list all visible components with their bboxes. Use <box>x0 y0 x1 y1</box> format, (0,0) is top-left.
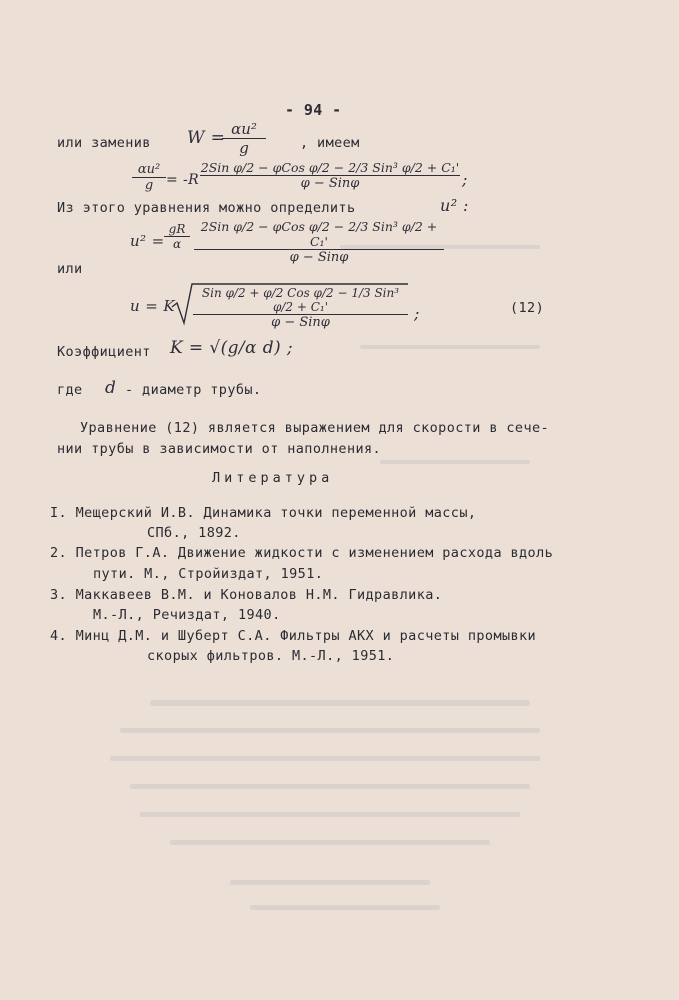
where-prefix: где <box>57 382 83 398</box>
eq3-denominator: φ − Sinφ <box>193 314 408 330</box>
reference-1-line-2: СПб., 1892. <box>147 525 241 541</box>
reference-2-line-2: пути. М., Стройиздат, 1951. <box>93 566 324 582</box>
eq2-coef-fraction: $\frac{gR}{\alpha}$ <box>164 222 190 251</box>
literature-heading: Литература <box>212 470 334 486</box>
eq1-end: ; <box>462 170 468 189</box>
conclusion-line-1: Уравнение (12) является выражением для скорости в сече- <box>80 420 550 436</box>
substitution-fraction: $\frac{\text{αu²}}{g}$ <box>222 120 266 157</box>
where-text: - диаметр трубы. <box>125 382 262 398</box>
eq3-main-fraction <box>193 286 408 330</box>
reference-4-line-1: 4. Минц Д.М. и Шуберт С.А. Фильтры АКХ и расчеты промывки <box>50 628 537 644</box>
coef-formula: K = √(g/α d) ; <box>170 338 293 358</box>
reference-3-line-2: М.-Л., Речиздат, 1940. <box>93 607 281 623</box>
eq1-mid: = -R <box>166 172 200 188</box>
eq1-main-fraction <box>200 160 460 191</box>
para1-var: u² : <box>440 196 469 215</box>
eq3-lhs: u = K <box>130 297 175 315</box>
eq3-numerator: Sin φ/2 + φ/2 Cos φ/2 − 1/3 Sin³ φ/2 + C₁' <box>201 286 400 314</box>
conclusion-line-2: нии трубы в зависимости от наполнения. <box>57 441 382 457</box>
coef-label: Коэффициент <box>57 344 151 360</box>
eq2-lhs: u² = <box>130 232 165 250</box>
eq2-main-fraction <box>194 219 444 265</box>
eq1-denominator: φ − Sinφ <box>200 175 460 191</box>
reference-3-line-1: 3. Маккавеев В.М. и Коновалов Н.М. Гидравлика. <box>50 587 443 603</box>
or-label: или <box>57 261 83 277</box>
intro-prefix: или заменив <box>57 135 151 151</box>
intro-suffix: , имеем <box>300 135 360 151</box>
eq1-lhs-fraction: $\frac{\text{αu²}}{g}$ <box>132 162 166 193</box>
page-number: - 94 - <box>285 101 342 119</box>
reference-1-line-1: I. Мещерский И.В. Динамика точки переменной массы, <box>50 505 477 521</box>
para1-text: Из этого уравнения можно определить <box>57 200 356 216</box>
reference-2-line-1: 2. Петров Г.А. Движение жидкости с изменением расхода вдоль <box>50 545 554 561</box>
substitution-lhs: W = <box>187 128 226 148</box>
eq2-denominator: φ − Sinφ <box>194 249 444 265</box>
eq3-number: (12) <box>510 300 545 316</box>
where-var: d <box>105 378 117 398</box>
reference-4-line-2: скорых фильтров. М.-Л., 1951. <box>147 648 395 664</box>
eq3-end: ; <box>414 304 420 323</box>
eq1-numerator: 2Sin φ/2 − φCos φ/2 − 2/3 Sin³ φ/2 + C₁' <box>200 160 460 175</box>
eq2-numerator: 2Sin φ/2 − φCos φ/2 − 2/3 Sin³ φ/2 + C₁' <box>200 219 438 249</box>
